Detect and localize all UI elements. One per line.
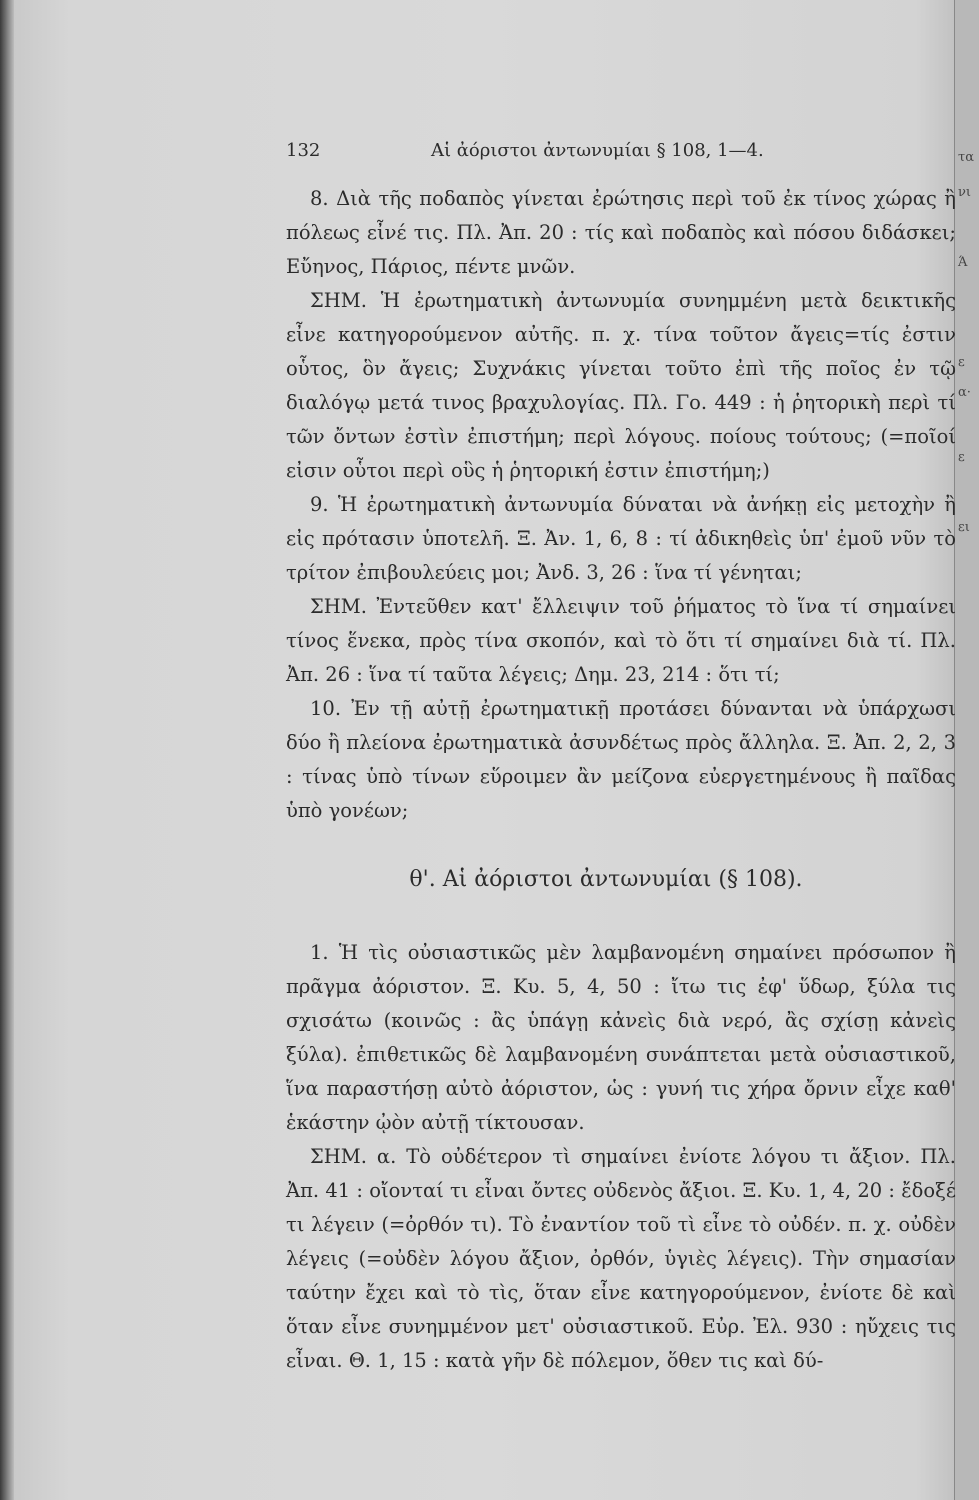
running-title: Αἱ ἀόριστοι ἀντωνυμίαι § 108, 1—4. xyxy=(431,140,764,161)
section-heading: θ'. Αἱ ἀόριστοι ἀντωνυμίαι (§ 108). xyxy=(409,867,803,892)
edge-mark: Ά xyxy=(958,255,968,270)
running-header xyxy=(286,140,956,170)
paragraph-8: 8. Διὰ τῆς ποδαπὸς γίνεται ἐρώτησις περὶ τοῦ ἐκ τίνος χώρας ἢ πόλεως εἶνέ τις. Πλ. Ἀπ. 20 : τίς καὶ ποδαπὸς καὶ πόσου διδάσκει; Εὔηνος, Πάριος, πέντε μνῶν. xyxy=(286,187,956,278)
page-text-block xyxy=(286,140,956,1378)
edge-mark: τα xyxy=(958,150,974,165)
edge-mark: ει xyxy=(958,520,970,535)
note-paragraph: ΣΗΜ. α. Τὸ οὐδέτερον τὶ σημαίνει ἐνίοτε λόγου τι ἄξιον. Πλ. Ἀπ. 41 : οἴονταί τι εἶναι ὄντες οὐδενὸς ἄξιοι. Ξ. Κυ. 1, 4, 20 : ἔδοξέ τι λέγειν (=ὀρθόν τι). Τὸ ἐναντίον τοῦ τὶ εἶνε τὸ οὐδέν. π. χ. οὐδὲν λέγεις (=οὐδὲν λόγου ἄξιον, ὀρθόν, ὑγιὲς λέγεις). Τὴν σημασίαν ταύτην ἔχει καὶ τὸ τὶς, ὅταν εἶνε κατηγορούμενον, ἐνίοτε δὲ καὶ ὅταν εἶνε συνημμένον μετ' οὐσιαστικοῦ. Εὐρ. Ἐλ. 930 : ηὔχεις τις εἶναι. Θ. 1, 15 : κατὰ γῆν δὲ πόλεμον, ὅθεν τις καὶ δύ- xyxy=(286,1145,956,1372)
paragraph-9: 9. Ἡ ἐρωτηματικὴ ἀντωνυμία δύναται νὰ ἀνήκῃ εἰς μετοχὴν ἢ εἰς πρότασιν ὑποτελῆ. Ξ. Ἀν. 1, 6, 8 : τί ἀδικηθεὶς ὑπ' ἐμοῦ νῦν τὸ τρίτον ἐπιβουλεύεις μοι; Ἀνδ. 3, 26 : ἵνα τί γένηται; xyxy=(286,493,956,584)
facing-page-edge xyxy=(954,0,979,1500)
paragraph-10: 10. Ἐν τῇ αὐτῇ ἐρωτηματικῇ προτάσει δύνανται νὰ ὑπάρχωσι δύο ἢ πλείονα ἐρωτηματικὰ ἀσυνδέτως πρὸς ἄλληλα. Ξ. Ἀπ. 2, 2, 3 : τίνας ὑπὸ τίνων εὕροιμεν ἂν μείζονα εὐεργετημένους ἢ παῖδας ὑπὸ γονέων; xyxy=(286,697,956,822)
page-number: 132 xyxy=(286,140,321,161)
note-paragraph: ΣΗΜ. Ἡ ἐρωτηματικὴ ἀντωνυμία συνημμένη μετὰ δεικτικῆς εἶνε κατηγορούμενον αὐτῆς. π. χ. τίνα τοῦτον ἄγεις=τίς ἐστιν οὗτος, ὃν ἄγεις; Συχνάκις γίνεται τοῦτο ἐπὶ τῆς ποῖος ἐν τῷ διαλόγῳ μετά τινος βραχυλογίας. Πλ. Γο. 449 : ἡ ῥητορικὴ περὶ τί τῶν ὄντων ἐστὶν ἐπιστήμη; περὶ λόγους. ποίους τούτους; (=ποῖοί εἰσιν οὗτοι περὶ οὓς ἡ ῥητορική ἐστιν ἐπιστήμη;) xyxy=(286,289,956,482)
edge-mark: ε xyxy=(958,355,965,370)
edge-mark: α· xyxy=(958,385,971,400)
edge-mark: νι xyxy=(958,185,971,200)
book-spine-shadow xyxy=(0,0,14,1500)
note-paragraph: ΣΗΜ. Ἐντεῦθεν κατ' ἔλλειψιν τοῦ ῥήματος τὸ ἵνα τί σημαίνει τίνος ἕνεκα, πρὸς τίνα σκοπόν, καὶ τὸ ὅτι τί σημαίνει διὰ τί. Πλ. Ἀπ. 26 : ἵνα τί ταῦτα λέγεις; Δημ. 23, 214 : ὅτι τί; xyxy=(286,595,956,686)
paragraph-1: 1. Ἡ τὶς οὐσιαστικῶς μὲν λαμβανομένη σημαίνει πρόσωπον ἢ πρᾶγμα ἀόριστον. Ξ. Κυ. 5, 4, 50 : ἴτω τις ἐφ' ὕδωρ, ξύλα τις σχισάτω (κοινῶς : ἂς ὑπάγῃ κἀνεὶς διὰ νερό, ἂς σχίσῃ κἀνεὶς ξύλα). ἐπιθετικῶς δὲ λαμβανομένη συνάπτεται μετὰ οὐσιαστικοῦ, ἵνα παραστήσῃ αὐτὸ ἀόριστον, ὡς : γυνή τις χήρα ὄρνιν εἶχε καθ' ἑκάστην ᾠὸν αὐτῇ τίκτουσαν. xyxy=(286,941,956,1134)
edge-mark: ε xyxy=(958,450,965,465)
